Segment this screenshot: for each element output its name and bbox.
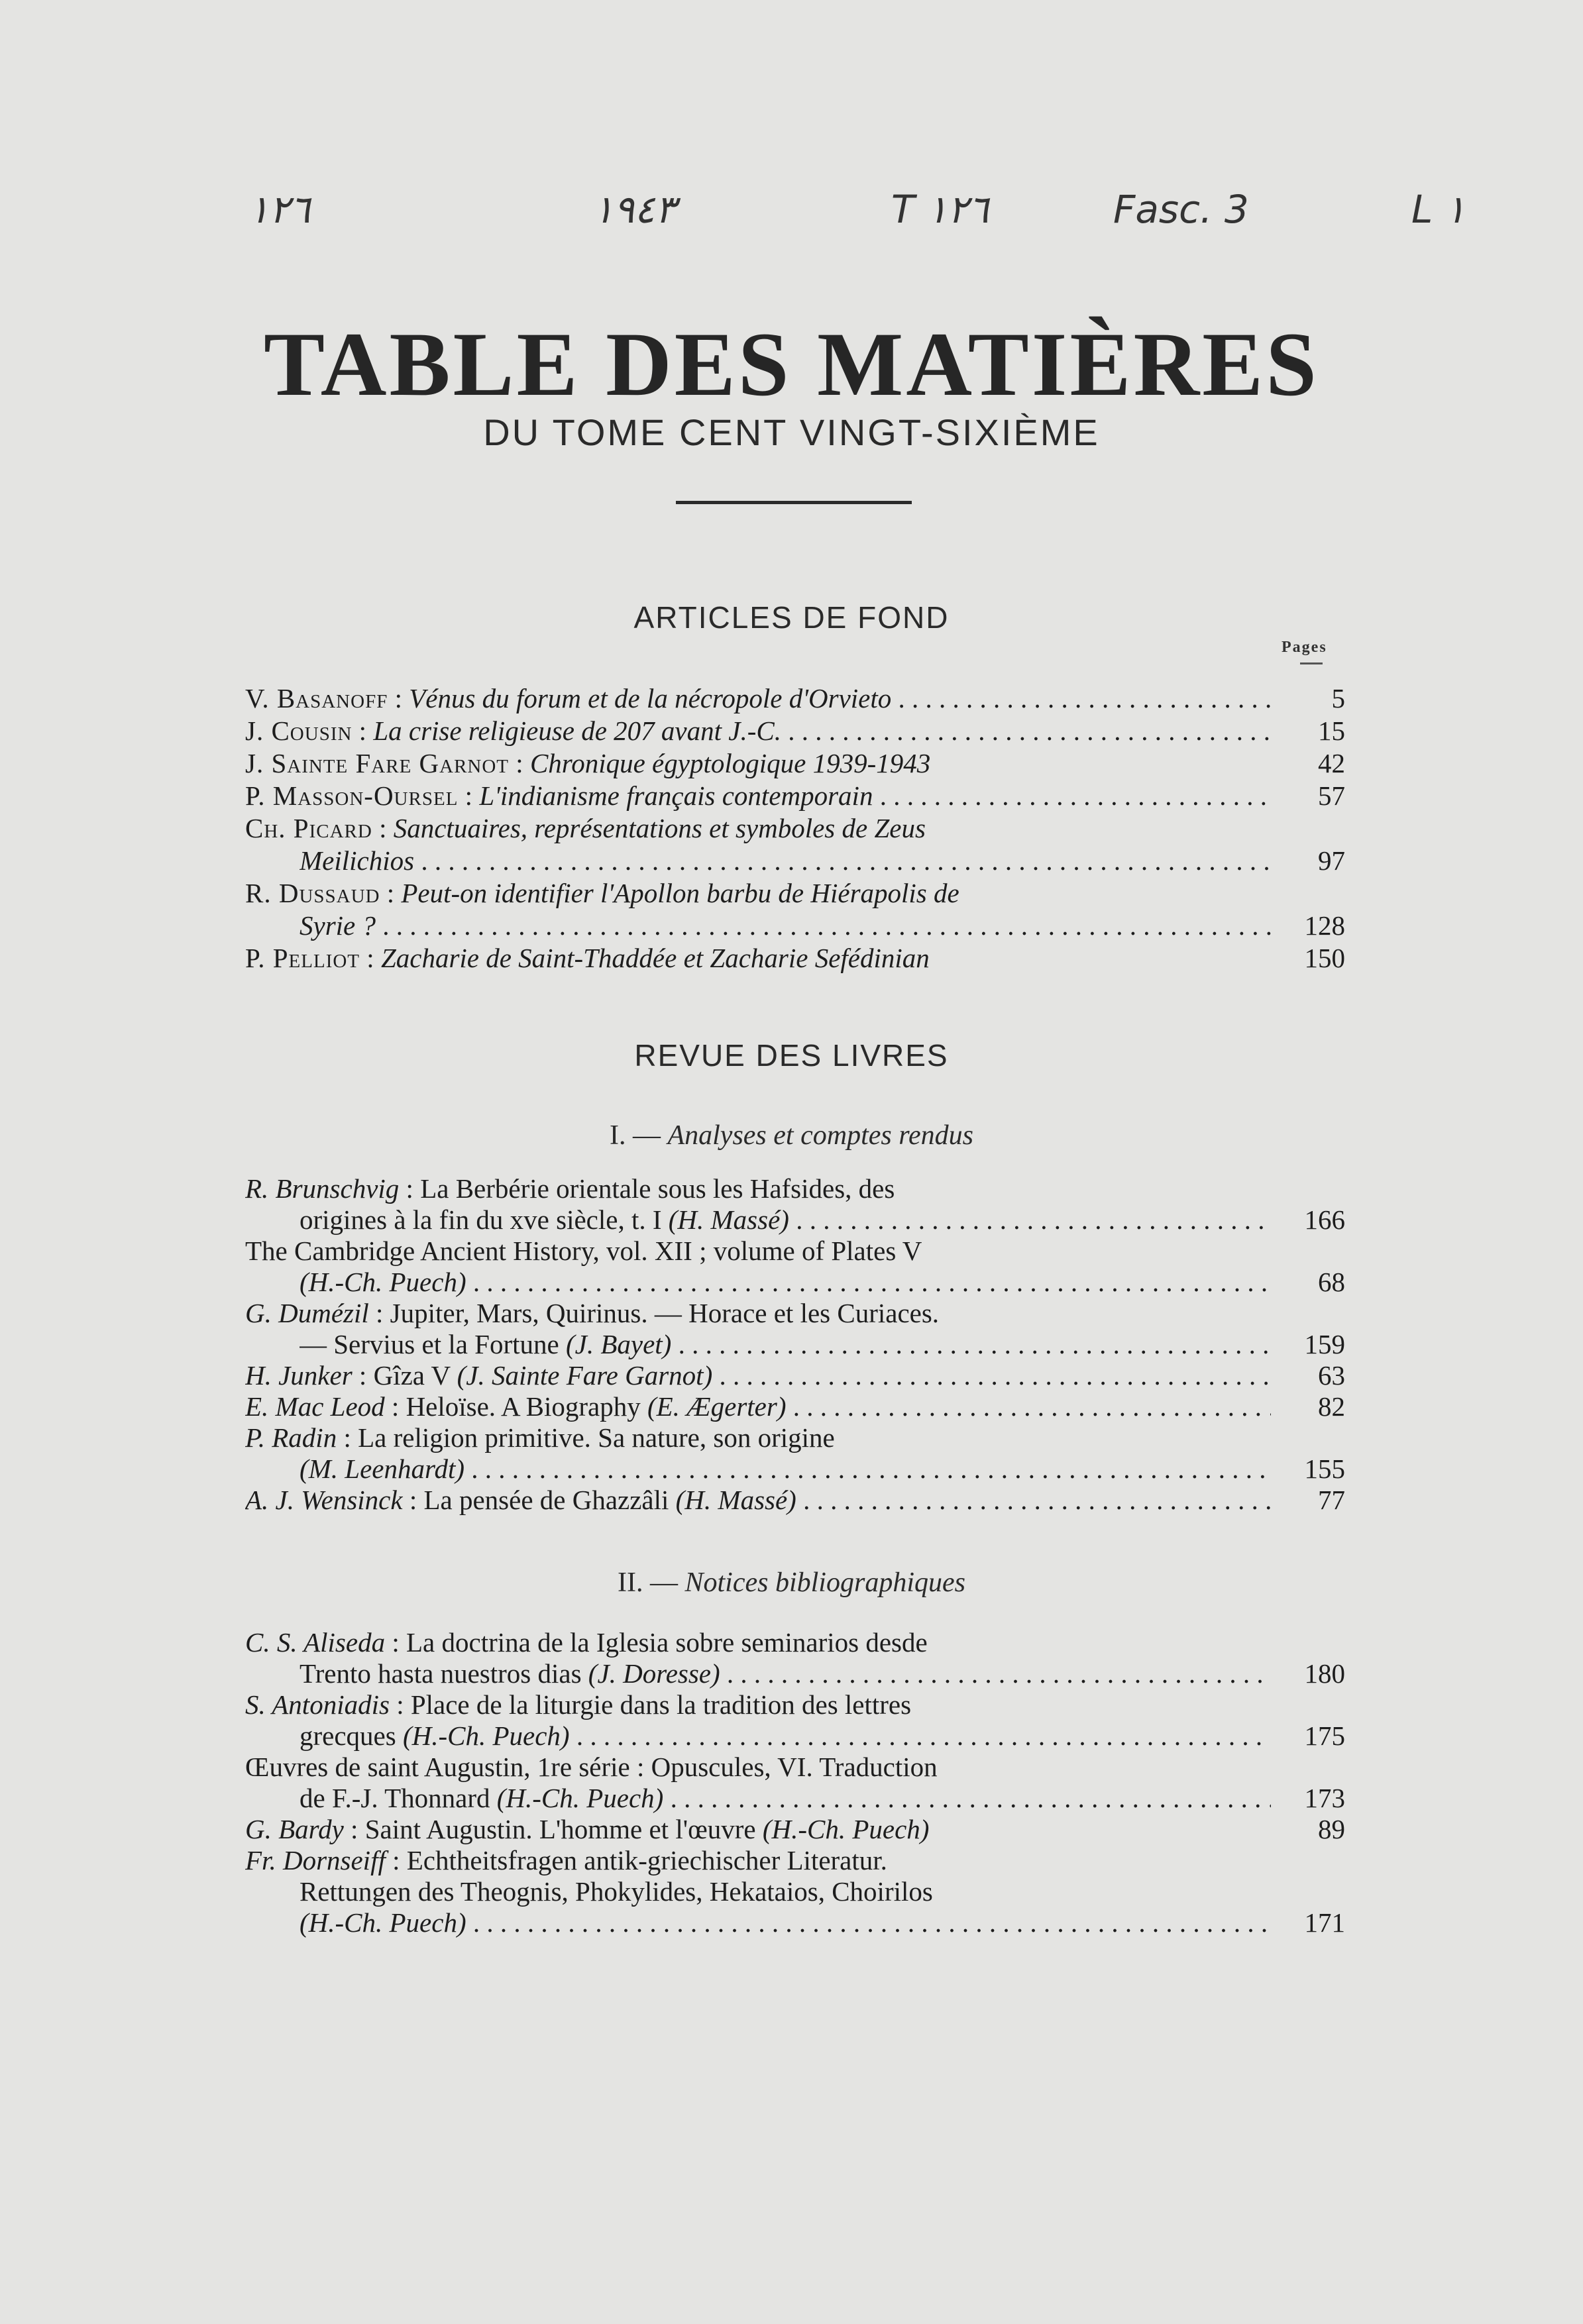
handwritten-note-4: Fasc. 3 <box>1113 187 1249 232</box>
review-entry[interactable]: P. Radin : La religion primitive. Sa nature, son origine <box>245 1422 835 1453</box>
handwritten-note-5: L ١ <box>1411 187 1466 232</box>
entry-reviewer: (H. Massé) <box>668 1204 789 1235</box>
entry-title: La Berbérie orientale sous les Hafsides, des <box>420 1173 895 1204</box>
notice-entry-continued[interactable]: de F.-J. Thonnard (H.-Ch. Puech) . . . 173 <box>245 1782 1345 1814</box>
page-subtitle: DU TOME CENT VINGT-SIXIÈME <box>483 411 1100 453</box>
entry-title: La doctrina de la Iglesia sobre seminarios desde <box>406 1627 928 1658</box>
entry-author: P. Radin <box>245 1422 337 1453</box>
toc-entry[interactable]: J. Cousin : La crise religieuse de 207 avant J.-C. . . . 15 <box>245 715 1345 747</box>
entry-page: 42 <box>1318 748 1345 778</box>
entry-page: 173 <box>1304 1783 1345 1813</box>
entry-reviewer: (H.-Ch. Puech) <box>496 1783 664 1813</box>
entry-title: Vénus du forum et de la nécropole d'Orvieto <box>409 683 892 713</box>
entry-title: Peut-on identifier l'Apollon barbu de Hiérapolis de <box>401 878 959 908</box>
review-entry[interactable]: A. J. Wensinck : La pensée de Ghazzâli (H. Massé) . . . 77 <box>245 1484 1345 1516</box>
review-entry-continued[interactable] <box>245 1266 1345 1298</box>
toc-entry[interactable]: Ch. Picard : Sanctuaires, représentations et symboles de Zeus <box>245 813 926 843</box>
entry-author: C. S. Aliseda <box>245 1627 386 1658</box>
entry-author: J. Sainte Fare Garnot <box>245 748 510 778</box>
review-entry-continued[interactable]: — Servius et la Fortune (J. Bayet) . . . 159 <box>245 1328 1345 1360</box>
toc-entry[interactable]: R. Dussaud : Peut-on identifier l'Apollon barbu de Hiérapolis de <box>245 878 959 908</box>
entry-author: A. J. Wensinck <box>245 1485 403 1515</box>
toc-entry[interactable]: J. Sainte Fare Garnot : Chronique égyptologique 1939-1943 42 <box>245 748 1345 778</box>
entry-reviewer: (J. Sainte Fare Garnot) <box>457 1360 713 1391</box>
toc-entry[interactable]: P. Pelliot : Zacharie de Saint-Thaddée et Zacharie Sefédinian 150 <box>245 943 1345 973</box>
entry-page: 166 <box>1304 1204 1345 1235</box>
entry-author: Fr. Dornseiff <box>245 1845 386 1875</box>
notice-entry[interactable]: G. Bardy : Saint Augustin. L'homme et l'œuvre (H.-Ch. Puech) 89 <box>245 1814 1345 1844</box>
handwritten-note-1: ١٢٦ <box>248 187 311 232</box>
entry-title: Gîza V <box>373 1360 451 1391</box>
handwritten-note-2: ١٩٤٣ <box>593 187 676 232</box>
entry-author: Ch. Picard <box>245 813 372 843</box>
section-heading-revue: REVUE DES LIVRES <box>634 1038 949 1073</box>
review-entry[interactable] <box>245 1235 1345 1267</box>
entry-page: 82 <box>1318 1391 1345 1422</box>
entry-page: 175 <box>1304 1720 1345 1751</box>
entry-title: Sanctuaires, représentations et symboles de Zeus <box>393 813 926 843</box>
entry-author: V. Basanoff <box>245 683 388 713</box>
entry-title: La pensée de Ghazzâli <box>423 1485 669 1515</box>
entry-title: Jupiter, Mars, Quirinus. — Horace et les Curiaces. <box>390 1298 940 1328</box>
toc-entry[interactable]: V. Basanoff : Vénus du forum et de la nécropole d'Orvieto . . . 5 <box>245 682 1345 714</box>
entry-author: P. Pelliot <box>245 943 360 973</box>
entry-author: E. Mac Leod <box>245 1391 385 1422</box>
entry-author: R. Dussaud <box>245 878 380 908</box>
notice-entry-continued[interactable]: Trento hasta nuestros dias (J. Doresse) . . . 180 <box>245 1658 1345 1689</box>
entry-title-continued: Meilichios . . . <box>300 845 1271 876</box>
entry-author: J. Cousin <box>245 715 353 746</box>
notice-entry[interactable]: Fr. Dornseiff : Echtheitsfragen antik-griechischer Literatur. <box>245 1845 887 1875</box>
toc-entry-continued[interactable] <box>245 845 1345 876</box>
entry-page: 180 <box>1304 1658 1345 1689</box>
entry-page: 15 <box>1318 715 1345 746</box>
entry-page: 5 <box>1331 683 1345 713</box>
notice-entry[interactable]: S. Antoniadis : Place de la liturgie dans la tradition des lettres <box>245 1689 912 1720</box>
entry-page: 77 <box>1318 1485 1345 1515</box>
entry-reviewer: (J. Doresse) <box>588 1658 720 1689</box>
entry-author: R. Brunschvig <box>245 1173 400 1204</box>
entry-author: S. Antoniadis <box>245 1689 390 1720</box>
entry-title: L'indianisme français contemporain <box>479 780 873 811</box>
section-heading-articles: ARTICLES DE FOND <box>633 600 950 635</box>
review-entry[interactable]: E. Mac Leod : Heloïse. A Biography (E. Ægerter) . . . 82 <box>245 1391 1345 1422</box>
pages-column-dash <box>1300 662 1323 664</box>
entry-page: 68 <box>1318 1267 1345 1297</box>
entry-author: H. Junker <box>245 1360 353 1391</box>
entry-title: Saint Augustin. L'homme et l'œuvre <box>364 1814 756 1844</box>
subsection-heading-notices: II. — Notices bibliographiques <box>618 1567 965 1598</box>
toc-entry-continued[interactable] <box>245 910 1345 941</box>
entry-title-continued: Syrie ? . . . <box>300 910 1271 941</box>
title-divider <box>676 501 912 504</box>
entry-reviewer: (J. Bayet) <box>565 1329 672 1359</box>
notice-entry[interactable] <box>245 1751 1345 1783</box>
review-entry[interactable]: R. Brunschvig : La Berbérie orientale sous les Hafsides, des <box>245 1173 895 1204</box>
entry-reviewer: (H.-Ch. Puech) . . . <box>300 1266 1271 1298</box>
handwritten-note-3: T ١٢٦ <box>891 187 989 232</box>
pages-column-label: Pages <box>1282 639 1327 656</box>
entry-page: 150 <box>1304 943 1345 973</box>
entry-reviewer: (H.-Ch. Puech) <box>762 1814 930 1844</box>
entry-page: 89 <box>1318 1814 1345 1844</box>
entry-author: G. Dumézil <box>245 1298 369 1328</box>
entry-reviewer: (E. Ægerter) <box>647 1391 787 1422</box>
entry-reviewer: (H.-Ch. Puech) <box>402 1720 570 1751</box>
entry-page: 128 <box>1304 910 1345 941</box>
entry-page: 57 <box>1318 780 1345 811</box>
entry-reviewer: (M. Leenhardt) . . . <box>300 1453 1271 1485</box>
notice-entry-continued[interactable]: Rettungen des Theognis, Phokylides, Hekataios, Choirilos <box>300 1876 933 1907</box>
entry-author: G. Bardy <box>245 1814 344 1844</box>
subsection-heading-analyses: I. — Analyses et comptes rendus <box>609 1120 973 1151</box>
entry-title: Heloïse. A Biography <box>406 1391 641 1422</box>
review-entry[interactable]: G. Dumézil : Jupiter, Mars, Quirinus. — Horace et les Curiaces. <box>245 1298 940 1328</box>
review-entry-continued[interactable] <box>245 1453 1345 1485</box>
page-title: TABLE DES MATIÈRES <box>264 313 1319 415</box>
toc-entry[interactable]: P. Masson-Oursel : L'indianisme français contemporain . . . 57 <box>245 780 1345 812</box>
entry-title: La crise religieuse de 207 avant J.-C. <box>373 715 781 746</box>
entry-reviewer: (H. Massé) <box>675 1485 796 1515</box>
entry-author: P. Masson-Oursel <box>245 780 459 811</box>
entry-page: 155 <box>1304 1453 1345 1484</box>
entry-title: Chronique égyptologique 1939-1943 <box>529 748 931 778</box>
notice-entry-continued[interactable]: grecques (H.-Ch. Puech) . . . 175 <box>245 1720 1345 1752</box>
notice-entry[interactable]: C. S. Aliseda : La doctrina de la Iglesia sobre seminarios desde <box>245 1627 928 1658</box>
entry-page: 63 <box>1318 1360 1345 1391</box>
entry-page: 171 <box>1304 1907 1345 1938</box>
entry-title: The Cambridge Ancient History, vol. XII ; volume of Plates V <box>245 1236 922 1266</box>
review-entry-continued[interactable]: origines à la fin du xve siècle, t. I (H. Massé) . . . 166 <box>245 1204 1345 1236</box>
entry-page: 159 <box>1304 1329 1345 1359</box>
review-entry[interactable]: H. Junker : Gîza V (J. Sainte Fare Garnot) . . . 63 <box>245 1359 1345 1391</box>
entry-title: Place de la liturgie dans la tradition des lettres <box>410 1689 912 1720</box>
entry-title: Echtheitsfragen antik-griechischer Literatur. <box>406 1845 887 1875</box>
notice-entry-continued[interactable] <box>245 1907 1345 1938</box>
entry-title: Œuvres de saint Augustin, 1re série : Opuscules, VI. Traduction <box>245 1752 938 1782</box>
entry-title: La religion primitive. Sa nature, son origine <box>358 1422 835 1453</box>
entry-title: Zacharie de Saint-Thaddée et Zacharie Sefédinian <box>380 943 930 973</box>
entry-page: 97 <box>1318 845 1345 876</box>
entry-reviewer: (H.-Ch. Puech) . . . <box>300 1907 1271 1938</box>
